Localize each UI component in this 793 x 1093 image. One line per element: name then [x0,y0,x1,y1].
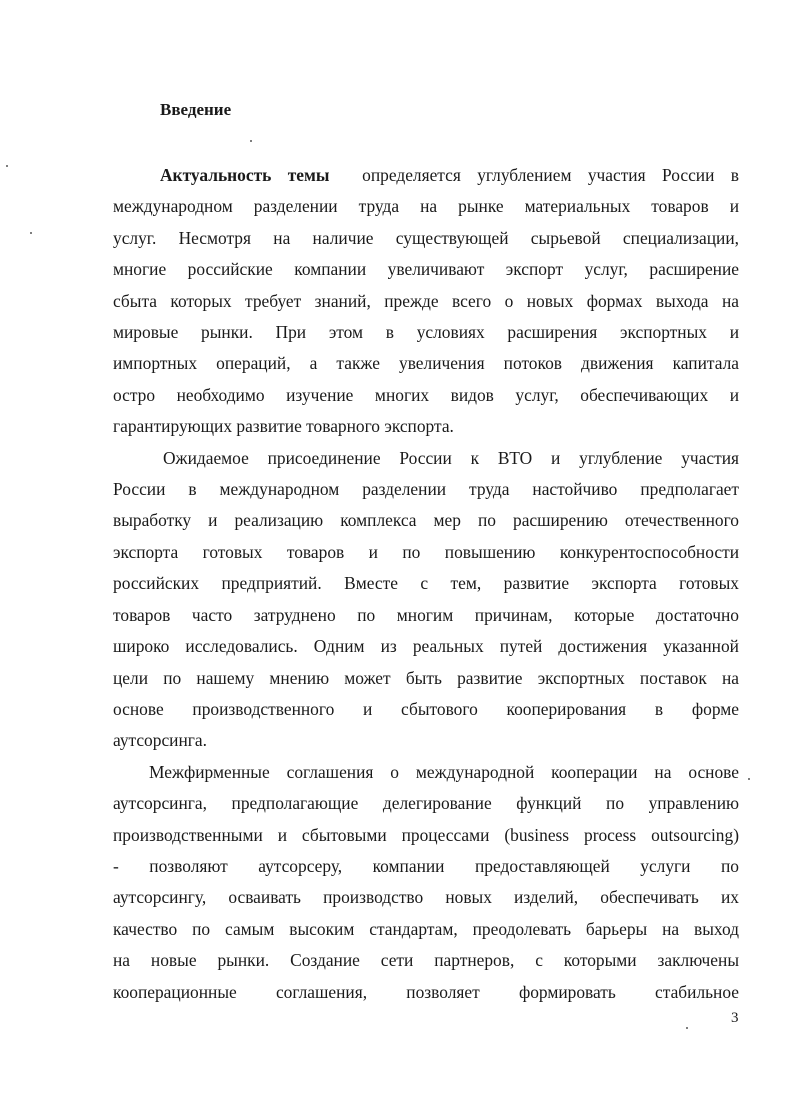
scan-speck [748,778,750,780]
text-line: цели по нашему мнению может быть развитие экспортных поставок на [113,667,739,688]
text-line: России в международном разделении труда настойчиво предполагает [113,479,739,500]
paragraph-wto [113,443,739,757]
scan-speck [6,165,8,167]
lead-phrase: Актуальность темы [160,165,330,185]
body-text [113,160,739,1008]
text-line: услуг. Несмотря на наличие существующей сырьевой специализации, [113,227,739,248]
text-line: аутсорсингу, осваивать производство новых изделий, обеспечивать их [113,887,739,908]
text-line: товаров часто затруднено по многим причинам, которые достаточно [113,604,739,625]
paragraph-outsourcing [113,757,739,1008]
text-line: остро необходимо изучение многих видов услуг, обеспечивающих и [113,384,739,405]
scan-speck [250,140,252,142]
text-line: выработку и реализацию комплекса мер по расширению отечественного [113,510,739,531]
text-line: Межфирменные соглашения о международной кооперации на основе [149,761,739,782]
page-number: 3 [731,1010,739,1026]
text-line: Ожидаемое присоединение России к ВТО и углубление участия [163,447,739,468]
text-line: - позволяют аутсорсеру, компании предоставляющей услуги по [113,855,739,876]
text-line: мировые рынки. При этом в условиях расширения экспортных и [113,322,739,343]
text-line: качество по самым высоким стандартам, преодолевать барьеры на выход [113,918,739,939]
text-line: экспорта готовых товаров и по повышению конкурентоспособности [113,541,739,562]
scan-speck [30,232,32,234]
text-line: кооперационные соглашения, позволяет формировать стабильное [113,981,739,1002]
text-line: основе производственного и сбытового кооперирования в форме [113,698,739,719]
text-line: производственными и сбытовыми процессами (business process outsourcing) [113,824,739,845]
text-line [113,160,739,191]
section-heading: Введение [160,100,232,119]
text-line: на новые рынки. Создание сети партнеров, с которыми заключены [113,950,739,971]
scan-speck [686,1027,688,1029]
text-line: аутсорсинга. [113,730,207,751]
paragraph-relevance [113,160,739,443]
text-line: международном разделении труда на рынке материальных товаров и [113,196,739,217]
text-line: широко исследовались. Одним из реальных путей достижения указанной [113,636,739,657]
text-line: гарантирующих развитие товарного экспорта. [113,416,454,437]
text-line: сбыта которых требует знаний, прежде всего о новых формах выхода на [113,290,739,311]
text-line: импортных операций, а также увеличения потоков движения капитала [113,353,739,374]
text-line: российских предприятий. Вместе с тем, развитие экспорта готовых [113,573,739,594]
text-line: аутсорсинга, предполагающие делегирование функций по управлению [113,793,739,814]
text-line: многие российские компании увеличивают экспорт услуг, расширение [113,259,739,280]
text-line-content: определяется углублением участия России в [362,165,739,185]
